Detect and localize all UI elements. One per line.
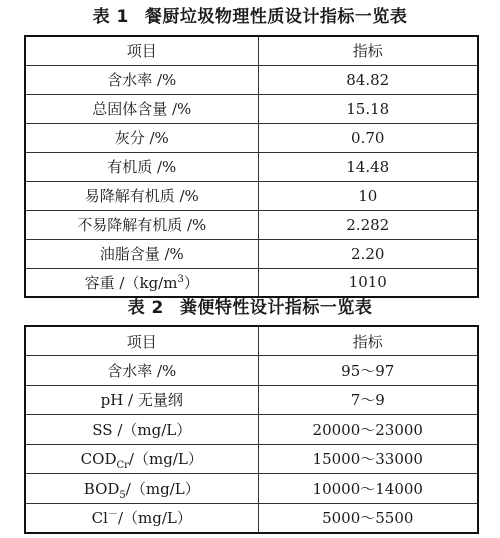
table-row <box>25 415 478 445</box>
row-item: pH / 无量纲 <box>25 385 258 415</box>
table-row <box>25 181 478 210</box>
table-row <box>25 385 478 415</box>
row-value: 5000～5500 <box>258 503 478 533</box>
row-item-suffix: /（mg/L） <box>125 479 200 498</box>
row-value: 14.48 <box>258 152 478 181</box>
table-row <box>25 94 478 123</box>
table2-title: 粪便特性设计指标一览表 <box>179 298 373 318</box>
row-item: 灰分 /% <box>25 123 258 152</box>
row-value: 15000～33000 <box>258 444 478 474</box>
table-row <box>25 123 478 152</box>
row-value: 10 <box>258 181 478 210</box>
row-item-suffix: /（mg/L） <box>128 450 203 469</box>
table-row <box>25 152 478 181</box>
table-row <box>25 444 478 474</box>
table-row <box>25 474 478 504</box>
row-value: 1010 <box>258 268 478 297</box>
row-item: 含水率 /% <box>25 65 258 94</box>
row-item-subscript: Cr <box>116 460 129 472</box>
row-item-text: 容重 /（kg/m <box>84 273 178 292</box>
row-value: 84.82 <box>258 65 478 94</box>
table1 <box>24 35 479 298</box>
table1-header-item: 项目 <box>25 36 258 65</box>
row-item-superscript: 3 <box>177 273 184 285</box>
row-item-suffix: ） <box>183 273 199 292</box>
table2-label: 表 2 <box>127 298 164 318</box>
table2-header-row <box>25 326 478 356</box>
table1-caption <box>0 6 500 28</box>
row-value: 10000～14000 <box>258 474 478 504</box>
row-item: 有机质 /% <box>25 152 258 181</box>
row-item-suffix: /（mg/L） <box>117 509 192 527</box>
row-value: 7～9 <box>258 385 478 415</box>
table1-label: 表 1 <box>92 7 129 27</box>
table-row <box>25 356 478 386</box>
row-value: 15.18 <box>258 94 478 123</box>
row-item: 总固体含量 /% <box>25 94 258 123</box>
row-item-text: Cl <box>91 509 108 527</box>
row-value: 95～97 <box>258 356 478 386</box>
table2 <box>24 325 479 534</box>
row-item: 含水率 /% <box>25 356 258 386</box>
row-item <box>25 503 258 533</box>
table1-header-row <box>25 36 478 65</box>
row-item: 不易降解有机质 /% <box>25 210 258 239</box>
table-row <box>25 268 478 297</box>
table-row <box>25 65 478 94</box>
row-item-subscript: 5 <box>119 489 126 501</box>
row-value: 0.70 <box>258 123 478 152</box>
table-row <box>25 210 478 239</box>
table2-header-item: 项目 <box>25 326 258 356</box>
row-item: 易降解有机质 /% <box>25 181 258 210</box>
row-item <box>25 474 258 504</box>
table1-title: 餐厨垃圾物理性质设计指标一览表 <box>144 7 408 27</box>
table-row <box>25 239 478 268</box>
table2-caption <box>0 297 500 319</box>
table2-header-value: 指标 <box>258 326 478 356</box>
row-item <box>25 444 258 474</box>
row-value: 2.20 <box>258 239 478 268</box>
table1-header-value: 指标 <box>258 36 478 65</box>
row-value: 20000～23000 <box>258 415 478 445</box>
row-item-text: BOD <box>83 479 120 498</box>
row-item-text: COD <box>80 450 117 469</box>
table-row <box>25 503 478 533</box>
row-item: SS /（mg/L） <box>25 415 258 445</box>
row-value: 2.282 <box>258 210 478 239</box>
row-item-superscript: － <box>107 509 118 520</box>
row-item: 油脂含量 /% <box>25 239 258 268</box>
row-item <box>25 268 258 297</box>
